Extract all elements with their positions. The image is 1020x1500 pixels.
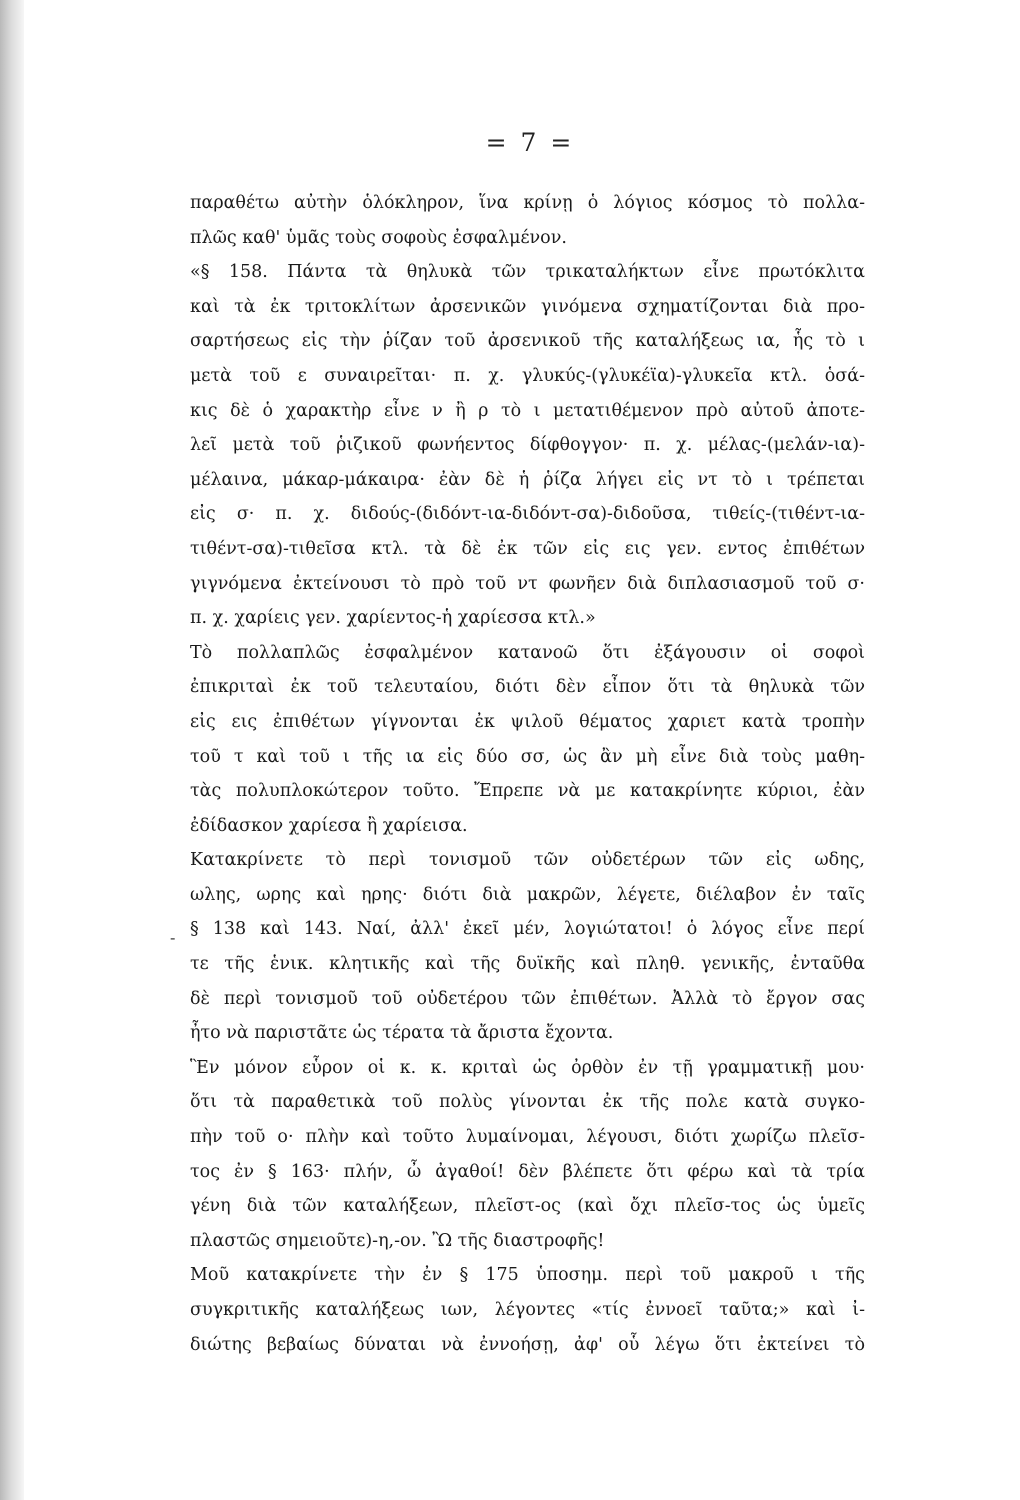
text-line: λεῖ μετὰ τοῦ ῥιζικοῦ φωνήεντος δίφθογγον· π. χ. μέλας-(μελάν-ια)-	[190, 435, 865, 456]
text-line: γένη διὰ τῶν καταλήξεων, πλεῖστ-ος (καὶ ὄχι πλεῖσ-τος ὡς ὑμεῖς	[190, 1196, 865, 1217]
text-line: τος ἐν § 163· πλήν, ὦ ἀγαθοί! δὲν βλέπετε ὅτι φέρω καὶ τὰ τρία	[190, 1161, 865, 1182]
body-text	[190, 186, 865, 1362]
text-line: ἐπικριταὶ ἐκ τοῦ τελευταίου, διότι δὲν εἶπον ὅτι τὰ θηλυκὰ τῶν	[190, 677, 865, 698]
text-line: μέλαινα, μάκαρ-μάκαιρα· ἐὰν δὲ ἡ ῥίζα λήγει εἰς ντ τὸ ι τρέπεται	[190, 469, 865, 490]
text-line: Ἓν μόνον εὗρον οἱ κ. κ. κριταὶ ὡς ὀρθὸν ἐν τῇ γραμματικῇ μου·	[190, 1057, 865, 1078]
text-line: ὅτι τὰ παραθετικὰ τοῦ πολὺς γίνονται ἐκ τῆς πολε κατὰ συγκο-	[190, 1092, 865, 1113]
text-line: ωλης, ωρης καὶ ηρης· διότι διὰ μακρῶν, λέγετε, διέλαβον ἐν ταῖς	[190, 884, 865, 905]
text-line: γιγνόμενα ἐκτείνουσι τὸ πρὸ τοῦ ντ φωνῆεν διὰ διπλασιασμοῦ τοῦ σ·	[190, 573, 865, 594]
text-line: πὴν τοῦ ο· πλὴν καὶ τοῦτο λυμαίνομαι, λέγουσι, διότι χωρίζω πλεῖσ-	[190, 1127, 865, 1148]
text-line: «§ 158. Πάντα τὰ θηλυκὰ τῶν τρικαταλήκτων εἶνε πρωτόκλιτα	[190, 262, 865, 283]
text-line: παραθέτω αὐτὴν ὁλόκληρον, ἵνα κρίνῃ ὁ λόγιος κόσμος τὸ πολλα-	[190, 193, 865, 213]
text-line: Τὸ πολλαπλῶς ἐσφαλμένον κατανοῶ ὅτι ἐξάγουσιν οἱ σοφοὶ	[190, 642, 865, 663]
text-line: μετὰ τοῦ ε συναιρεῖται· π. χ. γλυκύς-(γλυκέϊα)-γλυκεῖα κτλ. ὁσά-	[190, 365, 865, 386]
text-line: τοῦ τ καὶ τοῦ ι τῆς ια εἰς δύο σσ, ὡς ἂν μὴ εἶνε διὰ τοὺς μαθη-	[190, 746, 865, 767]
text-line: § 138 καὶ 143. Ναί, ἀλλ' ἐκεῖ μέν, λογιώτατοι! ὁ λόγος εἶνε περί	[190, 919, 865, 940]
text-line: εἰς εις ἐπιθέτων γίγνονται ἐκ ψιλοῦ θέματος χαριετ κατὰ τροπὴν	[190, 711, 865, 732]
page-edge-shadow	[0, 0, 24, 1500]
text-line: ἐδίδασκον χαρίεσα ἢ χαρίεισα.	[190, 815, 468, 836]
margin-mark: -	[170, 928, 176, 947]
text-line: Κατακρίνετε τὸ περὶ τονισμοῦ τῶν οὐδετέρων τῶν εἰς ωδης,	[190, 850, 865, 871]
text-line: τιθέντ-σα)-τιθεῖσα κτλ. τὰ δὲ ἐκ τῶν εἰς εις γεν. εντος ἐπιθέτων	[190, 538, 865, 559]
text-line: σαρτήσεως εἰς τὴν ῥίζαν τοῦ ἀρσενικοῦ τῆς καταλήξεως ια, ἧς τὸ ι	[190, 331, 865, 352]
text-line: κις δὲ ὁ χαρακτὴρ εἶνε ν ἢ ρ τὸ ι μετατιθέμενον πρὸ αὐτοῦ ἀποτε-	[190, 400, 865, 421]
text-line: ἦτο νὰ παριστᾶτε ὡς τέρατα τὰ ἄριστα ἔχοντα.	[190, 1023, 614, 1044]
text-line: καὶ τὰ ἐκ τριτοκλίτων ἀρσενικῶν γινόμενα σχηματίζονται διὰ προ-	[190, 296, 865, 317]
text-line: π. χ. χαρίεις γεν. χαρίεντος-ἡ χαρίεσσα κτλ.»	[190, 608, 596, 629]
text-line: πλῶς καθ' ὑμᾶς τοὺς σοφοὺς ἐσφαλμένον.	[190, 227, 567, 248]
page-number: = 7 =	[485, 128, 575, 157]
text-line: διώτης βεβαίως δύναται νὰ ἐννοήσῃ, ἀφ' οὗ λέγω ὅτι ἐκτείνει τὸ	[190, 1334, 865, 1355]
text-line: τὰς πολυπλοκώτερον τοῦτο. Ἔπρεπε νὰ με κατακρίνητε κύριοι, ἐὰν	[190, 781, 865, 802]
text-line: Μοῦ κατακρίνετε τὴν ἐν § 175 ὑποσημ. περὶ τοῦ μακροῦ ι τῆς	[190, 1265, 865, 1286]
text-line: δὲ περὶ τονισμοῦ τοῦ οὐδετέρου τῶν ἐπιθέτων. Ἀλλὰ τὸ ἔργον σας	[190, 988, 865, 1009]
text-line: τε τῆς ἑνικ. κλητικῆς καὶ τῆς δυϊκῆς καὶ πληθ. γενικῆς, ἐνταῦθα	[190, 954, 865, 975]
text-line: πλαστῶς σημειοῦτε)-η,-ον. Ὢ τῆς διαστροφῆς!	[190, 1230, 605, 1251]
text-line: συγκριτικῆς καταλήξεως ιων, λέγοντες «τίς ἐννοεῖ ταῦτα;» καὶ ἰ-	[190, 1300, 865, 1320]
text-line: εἰς σ· π. χ. διδούς-(διδόντ-ια-διδόντ-σα)-διδοῦσα, τιθείς-(τιθέντ-ια-	[190, 504, 865, 525]
